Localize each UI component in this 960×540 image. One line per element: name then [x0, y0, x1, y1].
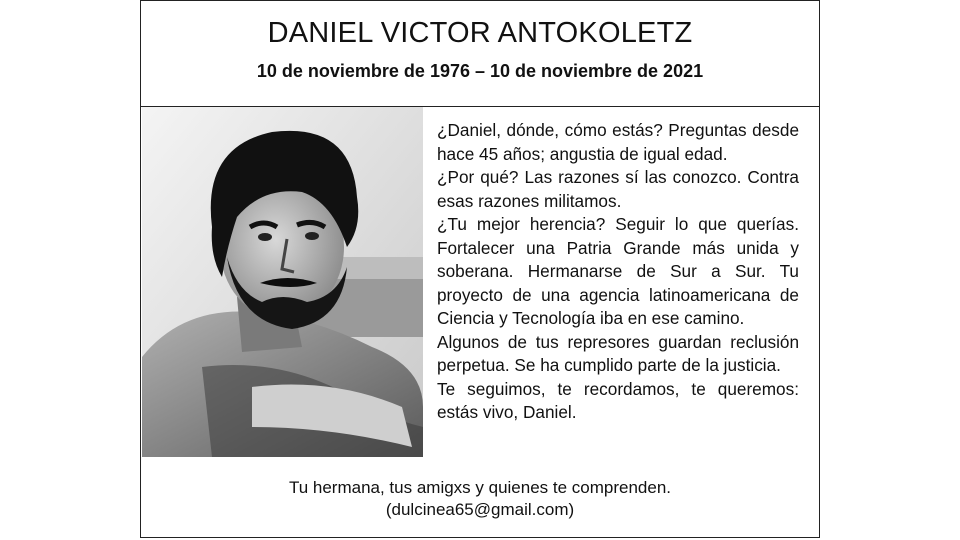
- notice-footer: [141, 477, 819, 521]
- paragraph: Algunos de tus represores guardan reclusión perpetua. Se ha cumplido parte de la justicia.: [437, 331, 799, 375]
- paragraph: Te seguimos, te recordamos, te queremos: estás vivo, Daniel.: [437, 378, 799, 422]
- notice-header: [141, 1, 819, 107]
- notice-body: [437, 119, 799, 425]
- signature-line: Tu hermana, tus amigxs y quienes te comprenden.: [288, 478, 672, 497]
- date-range: 10 de noviembre de 1976 – 10 de noviembre de 2021: [256, 61, 704, 81]
- paragraph: ¿Tu mejor herencia? Seguir lo que querías. Fortalecer una Patria Grande más unida y soberana. Hermanarse de Sur a Sur. Tu proyecto de una agencia latinoamericana de Ciencia y Tecnología iba en ese camino.: [437, 214, 799, 328]
- portrait-image: [142, 107, 423, 457]
- portrait-photo: [142, 107, 423, 457]
- obituary-notice: [140, 0, 820, 538]
- paragraph: ¿Daniel, dónde, cómo estás? Preguntas desde hace 45 años; angustia de igual edad.: [437, 120, 799, 164]
- paragraph: ¿Por qué? Las razones sí las conozco. Contra esas razones militamos.: [437, 167, 799, 211]
- person-name: DANIEL VICTOR ANTOKOLETZ: [267, 17, 693, 49]
- contact-email: (dulcinea65@gmail.com): [385, 500, 575, 519]
